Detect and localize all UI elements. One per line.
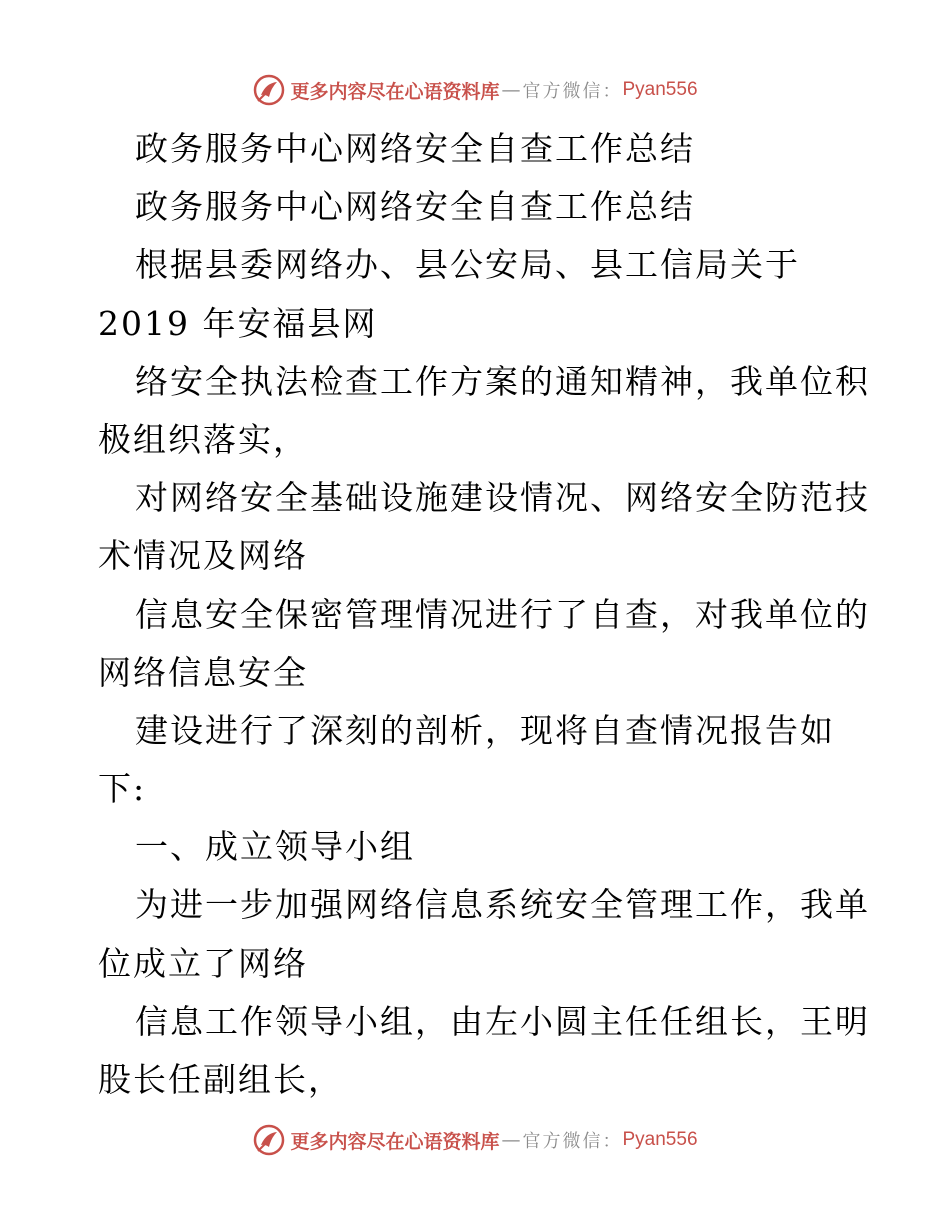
- banner-main-text: 更多内容尽在心语资料库: [290, 80, 500, 103]
- paragraph-line: 下:: [98, 769, 147, 809]
- paragraph-line: 建设进行了深刻的剖析，现将自查情况报告如: [135, 710, 835, 750]
- footer-banner: [0, 1120, 950, 1160]
- document-title-repeat: 政务服务中心网络安全自查工作总结: [135, 187, 695, 227]
- document-title: 政务服务中心网络安全自查工作总结: [135, 129, 695, 168]
- paragraph-line: 2019 年安福县网: [98, 303, 378, 343]
- banner-main-text: 更多内容尽在心语资料库: [290, 1130, 500, 1153]
- header-banner: [0, 70, 950, 110]
- paragraph-line: 对网络安全基础设施建设情况、网络安全防范技: [135, 478, 870, 518]
- paragraph-line: 为进一步加强网络信息系统安全管理工作，我单: [135, 885, 870, 925]
- banner-dash: —: [501, 79, 521, 101]
- section-heading: 一、成立领导小组: [135, 827, 415, 867]
- paragraph-line: 信息工作领导小组，由左小圆主任任组长，王明: [135, 1001, 870, 1041]
- banner-dash: —: [501, 1129, 521, 1151]
- banner-wechat-label: 官方微信：: [522, 81, 623, 102]
- paragraph-line: 络安全执法检查工作方案的通知精神，我单位积: [135, 361, 870, 401]
- banner-wechat-id: Pyan556: [622, 79, 698, 100]
- logo-icon: [252, 73, 286, 107]
- paragraph-line: 术情况及网络: [98, 536, 308, 576]
- paragraph-line: 网络信息安全: [98, 652, 308, 692]
- banner-wechat-id: Pyan556: [622, 1129, 698, 1150]
- logo-icon: [252, 1123, 286, 1157]
- paragraph-line: 极组织落实，: [98, 419, 308, 459]
- paragraph-line: 信息安全保密管理情况进行了自查，对我单位的: [135, 594, 870, 634]
- document-body: [98, 120, 870, 1109]
- banner-wechat-label: 官方微信：: [522, 1131, 623, 1152]
- paragraph-line: 根据县委网络办、县公安局、县工信局关于: [135, 245, 800, 285]
- paragraph-line: 股长任副组长，: [98, 1060, 343, 1099]
- paragraph-line: 位成立了网络: [98, 943, 308, 983]
